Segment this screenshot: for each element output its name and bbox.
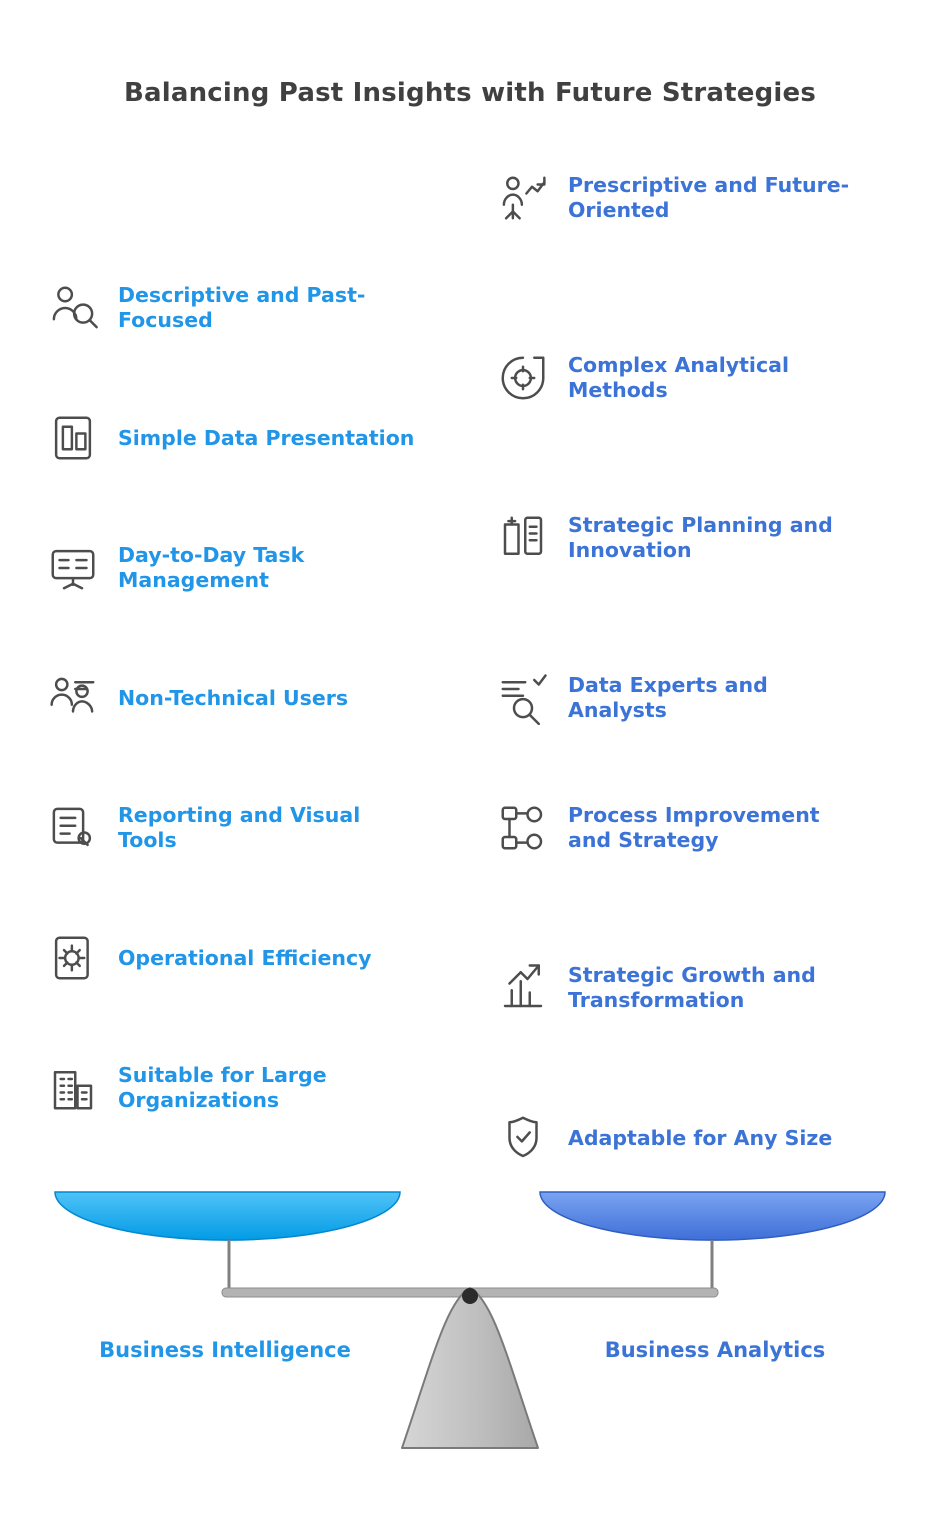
list-item-label: Simple Data Presentation xyxy=(118,425,415,450)
list-item xyxy=(40,1055,440,1121)
list-item-label: Process Improvement and Strategy xyxy=(568,803,820,852)
list-item xyxy=(40,275,440,341)
list-item xyxy=(490,345,890,411)
list-item-label: Day-to-Day Task Management xyxy=(118,543,305,592)
document-chart-icon xyxy=(40,405,106,471)
report-tools-icon xyxy=(40,795,106,861)
list-item xyxy=(40,535,440,601)
list-item xyxy=(490,665,890,731)
list-item xyxy=(490,955,890,1021)
strategy-chart-icon xyxy=(490,505,556,571)
user-search-icon xyxy=(40,275,106,341)
list-item xyxy=(490,505,890,571)
flexible-shield-icon xyxy=(490,1105,556,1171)
list-item-label: Strategic Growth and Transformation xyxy=(568,963,816,1012)
task-board-icon xyxy=(40,535,106,601)
page-title: Balancing Past Insights with Future Strategies xyxy=(123,78,817,108)
list-item-label: Adaptable for Any Size xyxy=(568,1125,833,1150)
list-item xyxy=(490,795,890,861)
list-item-label: Prescriptive and Future-Oriented xyxy=(568,173,850,222)
list-item-label: Data Experts and Analysts xyxy=(568,673,768,722)
building-data-icon xyxy=(40,1055,106,1121)
list-item-label: Non-Technical Users xyxy=(118,685,349,710)
left-pan-label: Business Intelligence xyxy=(99,1338,351,1362)
list-item xyxy=(40,925,440,991)
list-item xyxy=(40,405,440,471)
gear-report-icon xyxy=(40,925,106,991)
analysis-gear-icon xyxy=(490,345,556,411)
list-item-label: Reporting and Visual Tools xyxy=(118,803,361,852)
list-item xyxy=(490,1105,890,1171)
list-item-label: Descriptive and Past-Focused xyxy=(118,283,366,332)
list-item-label: Complex Analytical Methods xyxy=(568,353,789,402)
users-group-icon xyxy=(40,665,106,731)
list-item-label: Strategic Planning and Innovation xyxy=(568,513,833,562)
list-item-label: Suitable for Large Organizations xyxy=(118,1063,327,1112)
list-item xyxy=(490,165,890,231)
forecast-person-icon xyxy=(490,165,556,231)
data-expert-icon xyxy=(490,665,556,731)
list-item-label: Operational Efficiency xyxy=(118,945,372,970)
list-item xyxy=(40,665,440,731)
process-flow-icon xyxy=(490,795,556,861)
list-item xyxy=(40,795,440,861)
growth-rocket-icon xyxy=(490,955,556,1021)
right-pan-label: Business Analytics xyxy=(604,1338,826,1362)
